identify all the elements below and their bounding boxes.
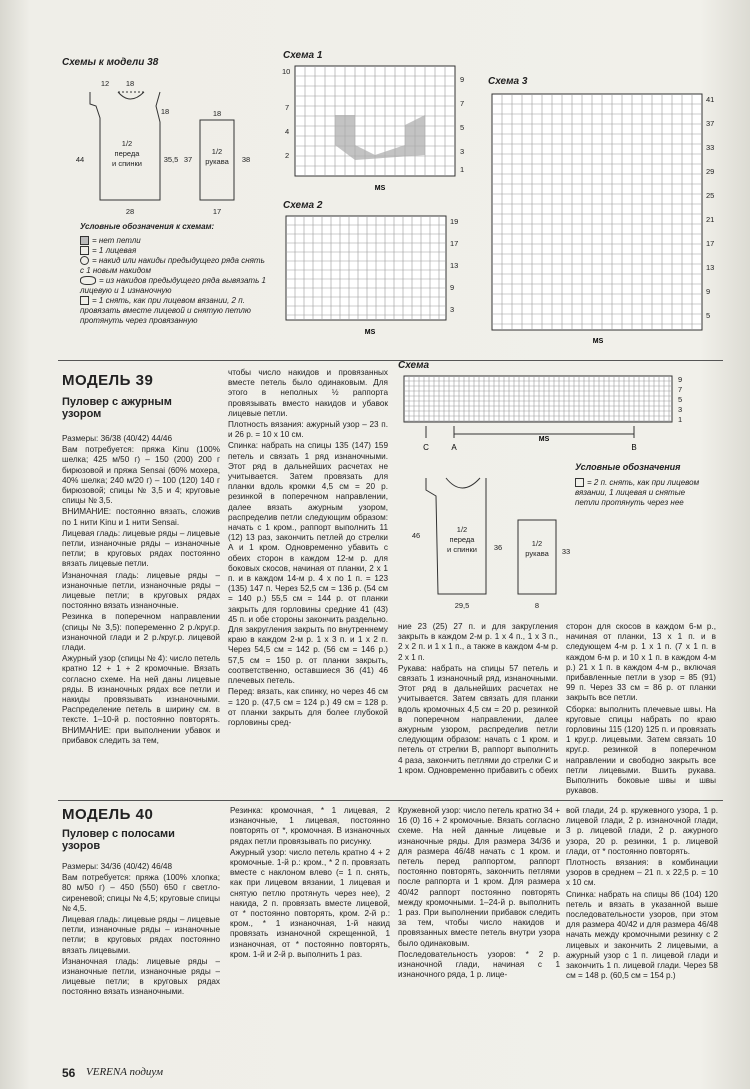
model39-title: МОДЕЛЬ 39 xyxy=(62,372,154,389)
svg-text:44: 44 xyxy=(75,155,85,164)
svg-text:рукава: рукава xyxy=(205,157,229,166)
scheme2-grid xyxy=(280,212,480,340)
legend-item: = 1 лицевая xyxy=(80,246,270,256)
text-paragraph: Спинка: набрать на спицы 86 (104) 120 петель и вязать в указанной выше последовательности узоров, при этом для размера 40/42 и для размера 46/48 начать между кромочными резинку с 2 лицевых и закончить 2 лицевыми, а ажурный узор с 1 п. лицевой глади и закончить 1 п. лицевой глади. Через 58 см = 148 р. (60,5 см = 154 р.) xyxy=(566,889,718,981)
text-paragraph: Ажурный узор: число петель кратно 4 + 2 кромочные. 1-й р.: кром., * 2 п. провязать вместе с наклоном влево (= 1 п. снять, как при лицевом вязании, 1 лицевая и снятую петлю протянуть через нее), 2 накида, 2 п. провязать вместе лицевой, от * постоянно повторять, кром. 2-й р.: кром., * 1 изнаночная, 1-й накид провязать изнаночной скрещенной, 1 изнаночная, от * постоянно повторять, кром. 1-й и 2-й р. выполнить 1 раз. xyxy=(230,847,390,959)
magazine-name: VERENA подиум xyxy=(86,1066,164,1078)
svg-text:46: 46 xyxy=(411,531,421,540)
scheme3-grid xyxy=(488,88,728,348)
svg-text:5: 5 xyxy=(678,395,683,404)
svg-text:рукава: рукава xyxy=(525,549,549,558)
svg-text:38: 38 xyxy=(241,155,251,164)
text-paragraph: Лицевая гладь: лицевые ряды – лицевые петли, изнаночные ряды – изнаночные петли; в круговых рядах постоянно вязать лицевые петли. xyxy=(62,528,220,569)
svg-text:A: A xyxy=(451,443,457,452)
svg-text:2: 2 xyxy=(285,151,290,160)
text-paragraph: Изнаночная гладь: лицевые ряды – изнаночные петли, изнаночные ряды – лицевые петли; в круговых рядах постоянно вязать изнаночные. xyxy=(62,570,220,611)
text-paragraph: Спинка: набрать на спицы 135 (147) 159 петель и связать 1 ряд изнаночными. Этот ряд в дальнейших расчетах не учитывается. Затем провязать для планки вдоль кромки 4,5 см = 20 р. резинкой в поперечном направлении, далее вязать ажурным узором, распределив петли следующим образом: начать с 1 кром., раппорт выполнить 11 (12) 13 раз, закончить петлей до стрелки А и 1 кром. Одновременно убавить с обеих сторон в каждом 12-м р. для боковых скосов, начиная от планки, 2 х 1 п. и в каждом 14-м р. 4 х по 1 п. = 123 (135) 147 п. Через 52,5 см = 136 р. (54 см = 140 р.) 55,5 см = 144 р. от планки закрыть для горловины средние 41 (43) 45 п. и обе стороны закончить раздельно. Для закругления закрыть по внутреннему краю в каждом 2-м р. 1 х 3 п. и 1 х 2 п. Через 54,5 см = 142 р. (56 см = 146 р.) 57,5 см = 150 р. от планки закрыть, соответственно, оставшиеся 36 (41) 46 плечевых петель. xyxy=(228,441,388,686)
pattern-pieces-38 xyxy=(60,72,260,222)
svg-text:переда: переда xyxy=(114,149,140,158)
text-paragraph: Последовательность узоров: * 2 р. изнаночной глади, начиная с 1 изнаночного ряда, 1 р. лице- xyxy=(398,949,560,980)
text-paragraph: Размеры: 34/36 (40/42) 46/48 xyxy=(62,862,173,871)
model40-title: МОДЕЛЬ 40 xyxy=(62,806,154,823)
svg-text:B: B xyxy=(631,443,637,452)
legend-38 xyxy=(80,236,270,326)
model39-scheme-title: Схема xyxy=(398,360,430,371)
svg-text:5: 5 xyxy=(706,311,711,320)
svg-text:29: 29 xyxy=(706,167,715,176)
model39-subtitle: Пуловер с ажурным узором xyxy=(62,396,172,420)
svg-text:1/2: 1/2 xyxy=(456,525,468,534)
schemes-title: Схемы к модели 38 xyxy=(62,57,159,68)
svg-text:7: 7 xyxy=(285,103,290,112)
model39-legend: = 2 п. снять, как при лицевом вязании, 1 лицевая и снятые петли протянуть через нее xyxy=(575,478,700,507)
legend-title-38: Условные обозначения к схемам: xyxy=(80,222,215,231)
svg-text:1/2: 1/2 xyxy=(211,147,223,156)
svg-text:21: 21 xyxy=(706,215,715,224)
svg-text:28: 28 xyxy=(125,207,135,216)
model39-col4 xyxy=(566,622,716,797)
svg-text:C: C xyxy=(423,443,429,452)
double-yo-icon xyxy=(80,276,96,285)
scheme2-title: Схема 2 xyxy=(283,200,323,211)
svg-text:18: 18 xyxy=(160,107,170,116)
svg-text:MS: MS xyxy=(364,329,376,336)
svg-text:18: 18 xyxy=(212,109,222,118)
legend-item: = 1 снять, как при лицевом вязании, 2 п. провязать вместе лицевой и снятую петлю протянуть через провязанную xyxy=(80,296,251,325)
svg-text:4: 4 xyxy=(285,127,290,136)
text-paragraph: Лицевая гладь: лицевые ряды – лицевые петли, изнаночные ряды – изнаночные петли; в круговых рядах постоянно вязать лицевыми. xyxy=(62,915,220,955)
model40-col4 xyxy=(566,806,718,1062)
text-paragraph: ние 23 (25) 27 п. и для закругления закрыть в каждом 2-м р. 1 х 4 п., 1 х 3 п., 2 х 2 п. и 1 х 1 п., а также в каждом 4-м р. 2 х 1 п. xyxy=(398,622,558,662)
svg-text:9: 9 xyxy=(706,287,711,296)
svg-text:7: 7 xyxy=(460,99,465,108)
svg-text:9: 9 xyxy=(460,75,465,84)
page-number: 56 xyxy=(62,1066,76,1080)
svg-text:и спинки: и спинки xyxy=(447,545,477,554)
pattern-pieces-39 xyxy=(396,462,576,612)
svg-text:33: 33 xyxy=(561,547,571,556)
svg-text:13: 13 xyxy=(450,261,459,270)
text-paragraph: Плотность вязания: ажурный узор – 23 п. и 26 р. = 10 х 10 см. xyxy=(228,420,388,440)
decrease-arrow-icon xyxy=(80,296,89,305)
text-paragraph: Кружевной узор: число петель кратно 34 + 16 (0) 16 + 2 кромочные. Вязать согласно схеме. На ней данные лицевые и изнаночные ряды. Для размера 34/36 и для размера 46/48 начать с 1 кром. и петель перед раппортом, раппорт постоянно повторять, закончить петлями после раппорта и 1 кром. Для размера 40/42 раппорт постоянно повторять между кромочными. 1–24-й р. выполнить 1 раз. При выполнении прибавок следить за тем, чтобы число накидов и провязанных вместе петель внутри узора было одинаковым. xyxy=(398,806,560,948)
no-stitch-icon xyxy=(80,236,89,245)
model39-legend-title: Условные обозначения xyxy=(575,462,681,472)
text-paragraph: Резинка: кромочная, * 1 лицевая, 2 изнаночные, 1 лицевая, постоянно повторять от *, кромочная. В изнаночных рядах петли провязывать по рисунку. xyxy=(230,806,390,846)
svg-text:19: 19 xyxy=(450,217,459,226)
text-paragraph: Размеры: 36/38 (40/42) 44/46 xyxy=(62,434,173,443)
text-paragraph: Плотность вязания: в комбинации узоров в среднем – 21 п. х 22,5 р. = 10 х 10 см. xyxy=(566,858,718,888)
svg-text:36: 36 xyxy=(493,543,503,552)
svg-text:17: 17 xyxy=(706,239,715,248)
text-paragraph: ВНИМАНИЕ: постоянно вязать, сложив по 1 нити Kinu и 1 нити Sensai. xyxy=(62,507,220,527)
svg-text:12: 12 xyxy=(100,79,110,88)
svg-text:5: 5 xyxy=(460,123,465,132)
model40-col1 xyxy=(62,862,220,1060)
text-paragraph: Ажурный узор (спицы № 4): число петель кратно 12 + 1 + 2 кромочные. Вязать согласно схеме. На ней даны лицевые ряды. В изнаночных рядах все петли и накиды провязывать изнаночными. Раcпределение петель в ширину см. в тексте. 1–10-й р. постоянно повторять. ВНИМАНИЕ: при выполнении убавок и прибавок следить за тем, xyxy=(62,654,220,745)
svg-text:29,5: 29,5 xyxy=(454,601,470,610)
text-paragraph: Вам потребуется: пряжа Kinu (100% шелка; 425 м/50 г) – 150 (200) 200 г бирюзовой и пряжа Sensai (60% мохера, 40% шелка; 240 м/20 г) – 100 (120) 140 г бирюзовой; спицы № 3,5 и 4; круговые спицы № 3,5. xyxy=(62,445,220,506)
scheme3-title: Схема 3 xyxy=(488,76,528,87)
svg-text:37: 37 xyxy=(183,155,193,164)
scheme1-grid xyxy=(280,60,480,195)
svg-text:1: 1 xyxy=(460,165,465,174)
svg-text:MS: MS xyxy=(592,338,604,345)
svg-text:13: 13 xyxy=(706,263,715,272)
svg-text:9: 9 xyxy=(450,283,455,292)
scheme1-title: Схема 1 xyxy=(283,50,323,61)
svg-text:37: 37 xyxy=(706,119,715,128)
model39-col3 xyxy=(398,622,558,797)
text-paragraph: сторон для скосов в каждом 6-м р., начиная от планки, 13 х 1 п. и в следующем 4-м р. 1 х 1 п. (7 х 1 п. в каждом 6-м р. и 10 х 1 п. в каждом 4-м р.) 21 х 1 п. в каждом 4-м р., включая прибавленные петли в узор = 85 (91) 99 п. Через 33 см = 86 р. от планки закрыть все петли. xyxy=(566,622,716,703)
svg-text:1: 1 xyxy=(678,415,683,424)
svg-text:3: 3 xyxy=(460,147,465,156)
svg-text:17: 17 xyxy=(212,207,222,216)
model40-subtitle: Пуловер с полосами узоров xyxy=(62,828,175,852)
model39-col1 xyxy=(62,434,220,796)
svg-text:и спинки: и спинки xyxy=(112,159,142,168)
svg-text:3: 3 xyxy=(678,405,683,414)
double-decrease-icon xyxy=(575,478,584,487)
svg-text:7: 7 xyxy=(678,385,683,394)
model40-col2 xyxy=(230,806,390,1062)
svg-text:18: 18 xyxy=(125,79,135,88)
svg-text:3: 3 xyxy=(450,305,455,314)
svg-text:41: 41 xyxy=(706,95,715,104)
text-paragraph: Изнаночная гладь: лицевые ряды – изнаночные петли, изнаночные ряды – лицевые петли; в круговых рядах постоянно вязать изнаночными. xyxy=(62,956,220,997)
text-paragraph: Сборка: выполнить плечевые швы. На круговые спицы набрать по краю горловины 115 (120) 125 п. и провязать 1 круг.р. лицевыми. Затем связать 10 круг.р. резинкой в поперечном направлении и свободно закрыть все петли лицевыми. Вшить рукава. Выполнить боковые швы и швы рукавов. xyxy=(566,704,716,796)
knit-stitch-icon xyxy=(80,246,89,255)
text-paragraph: Вам потребуется: пряжа (100% хлопка; 80 м/50 г) – 450 (550) 650 г светло-сиреневой; спицы № 4,5; круговые спицы № 4,5. xyxy=(62,873,220,913)
svg-text:25: 25 xyxy=(706,191,715,200)
svg-text:MS: MS xyxy=(374,185,386,192)
model39-col2 xyxy=(228,368,388,798)
svg-text:33: 33 xyxy=(706,143,715,152)
svg-text:переда: переда xyxy=(449,535,475,544)
text-paragraph: чтобы число накидов и провязанных вместе петель было одинаковым. Для этого в неполных ½ раппорта провязывать вместо накидов и убавок лицевые петли. xyxy=(228,368,388,418)
legend-item: = накид или накиды предыдущего ряда снять с 1 новым накидом xyxy=(80,256,265,275)
svg-text:1/2: 1/2 xyxy=(121,139,133,148)
text-paragraph: Перед: вязать, как спинку, но через 46 см = 120 р. (47,5 см = 124 р.) 49 см = 128 р. от планки закрыть для более глубокой горловины сред- xyxy=(228,687,388,727)
svg-text:35,5: 35,5 xyxy=(163,155,179,164)
text-paragraph: вой глади, 24 р. кружевного узора, 1 р. лицевой глади, 2 р. изнаночной глади, 3 р. лицевой глади, 2 р. ажурного узора, 20 р. резинки, 1 р. лицевой глади, от * постоянно повторять. xyxy=(566,806,718,856)
svg-text:MS: MS xyxy=(538,436,550,443)
svg-text:10: 10 xyxy=(282,67,291,76)
svg-text:17: 17 xyxy=(450,239,459,248)
svg-text:1/2: 1/2 xyxy=(531,539,543,548)
yarn-over-icon xyxy=(80,256,89,265)
svg-text:9: 9 xyxy=(678,375,683,384)
model40-col3 xyxy=(398,806,560,1062)
svg-text:8: 8 xyxy=(534,601,540,610)
text-paragraph: Резинка в поперечном направлении (спицы № 3,5): попеременно 2 р./круг.р. изнаночной глади и 2 р./круг.р. лицевой глади. xyxy=(62,612,220,653)
text-paragraph: Рукава: набрать на спицы 57 петель и связать 1 изнаночный ряд, изнаночными. Этот ряд в дальнейших расчетах не учитывается. Затем связать для планки вдоль кромочных 4,5 см = 20 р. резинкой в поперечном направлении, далее ажурным узором, распределив петли следующим образом: начать с 1 кром. и петель от стрелки В, раппорт выполнить 4 раза, закончить петлями до стрелки С и 1 кром. Одновременно прибавить с обеих xyxy=(398,663,558,775)
legend-item: = нет петли xyxy=(80,236,270,246)
model39-scheme-grid xyxy=(396,370,696,460)
legend-item: = из накидов предыдущего ряда вывязать 1 лицевую и 1 изнаночную xyxy=(80,276,266,295)
